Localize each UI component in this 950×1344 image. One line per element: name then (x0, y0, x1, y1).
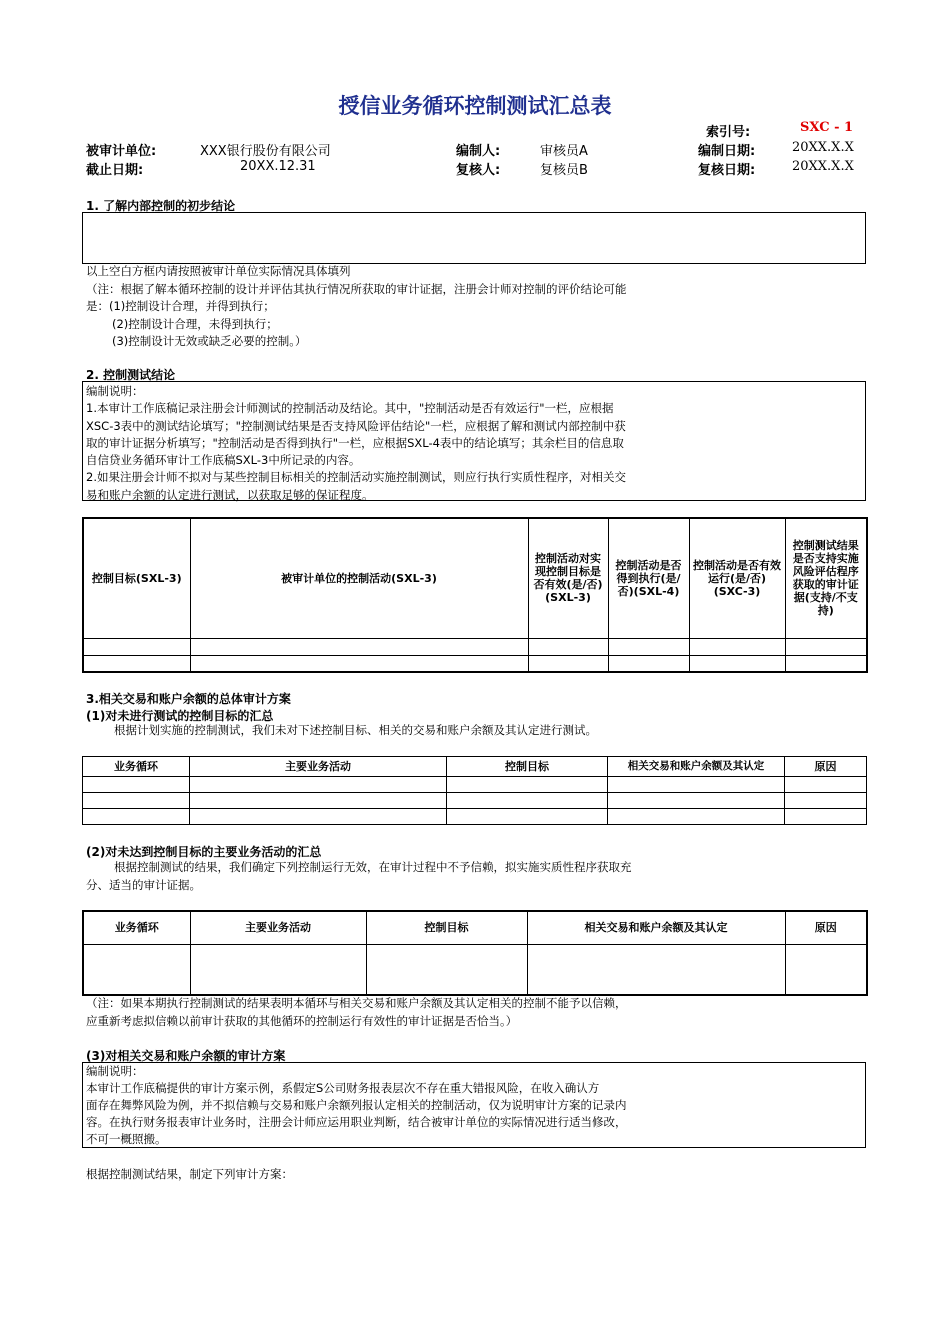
sub2-note: （注：如果本期执行控制测试的结果表明本循环与相关交易和账户余额及其认定相关的控制不能予以信赖， 应重新考虑拟信赖以前审计获取的其他循环的控制运行有效性的审计证据是否恰当。） (86, 996, 627, 1028)
col-supports-risk-assessment: 控制测试结果是否支持实施风险评估程序获取的审计证据(支持/不支持) (785, 518, 867, 638)
col-main-activity: 主要业务活动 (190, 911, 366, 944)
reviewer-label: 复核人: (456, 163, 501, 178)
untested-objectives-table (82, 756, 867, 825)
col-main-activity: 主要业务活动 (190, 757, 447, 777)
col-business-cycle: 业务循环 (83, 911, 190, 944)
reviewer-value: 复核员B (540, 163, 588, 178)
cutoff-value: 20XX.12.31 (240, 159, 316, 174)
col-control-objective: 控制目标(SXL-3) (83, 518, 190, 638)
col-operating-effectively: 控制活动是否有效运行(是/否)(SXC-3) (689, 518, 785, 638)
table-row[interactable] (83, 638, 867, 655)
prep-date-value: 20XX.X.X (792, 140, 854, 155)
control-test-table (82, 517, 868, 673)
col-reason: 原因 (785, 911, 867, 944)
sub3-notes-box: 编制说明： 本审计工作底稿提供的审计方案示例，系假定S公司财务报表层次不存在重大错报风险，在收入确认方 面存在舞弊风险为例，并不拟信赖与交易和账户余额列报认定相关的控制活动，仅为说明审计方案的记录内 容。在执行财务报表审计业务时，注册会计师应运用职业判断，结合被审计单位的实际情况进行适当修改， 不可一概照搬。 (82, 1062, 866, 1148)
section2-notes-box: 编制说明： 1.本审计工作底稿记录注册会计师测试的控制活动及结论。其中，"控制活动是否有效运行"一栏，应根据 XSC-3表中的测试结论填写；"控制测试结果是否支持风险评估结论"一栏，应根据了解和测试内部控制中获 取的审计证据分析填写；"控制活动是否得到执行"一栏，应根据SXL-4表中的结论填写；其余栏目的信息取 自信贷业务循环审计工作底稿SXL-3中所记录的内容。 2.如果注册会计师不拟对与某些控制目标相关的控制活动实施控制测试，则应行执行实质性程序，对相关交 易和账户余额的认定进行测试，以获取足够的保证程度。 (82, 381, 866, 501)
table-row[interactable] (83, 793, 867, 809)
sub1-heading: (1)对未进行测试的控制目标的汇总 (86, 709, 274, 723)
section1-conclusion-box[interactable] (82, 212, 866, 264)
sub3-heading: (3)对相关交易和账户余额的审计方案 (86, 1049, 286, 1063)
review-date-label: 复核日期: (698, 163, 756, 178)
section1-text: 以上空白方框内请按照被审计单位实际情况具体填列 （注：根据了解本循环控制的设计并评估其执行情况所获取的审计证据，注册会计师对控制的评价结论可能 是：(1)控制设计合理，并得到执行； (2)控制设计合理，未得到执行； (3)控制设计无效或缺乏必要的控制。） (86, 264, 627, 348)
col-reason: 原因 (785, 757, 867, 777)
prep-date-label: 编制日期: (698, 144, 756, 159)
cutoff-label: 截止日期: (86, 163, 144, 178)
sub2-heading: (2)对未达到控制目标的主要业务活动的汇总 (86, 845, 322, 859)
index-label: 索引号: (706, 125, 751, 140)
sub1-text: 根据计划实施的控制测试，我们未对下述控制目标、相关的交易和账户余额及其认定进行测试。 (114, 723, 597, 737)
index-value: SXC - 1 (800, 120, 854, 135)
review-date-value: 20XX.X.X (792, 159, 854, 174)
col-related-balances: 相关交易和账户余额及其认定 (608, 757, 785, 777)
col-related-balances: 相关交易和账户余额及其认定 (527, 911, 785, 944)
preparer-value: 审核员A (540, 144, 588, 159)
ineffective-activities-table (82, 910, 868, 996)
entity-value: XXX银行股份有限公司 (200, 144, 331, 159)
col-control-objective: 控制目标 (447, 757, 608, 777)
sub3-footer: 根据控制测试结果，制定下列审计方案： (86, 1167, 293, 1181)
col-business-cycle: 业务循环 (83, 757, 190, 777)
entity-label: 被审计单位: (86, 144, 157, 159)
table-row[interactable] (83, 777, 867, 793)
col-control-activity: 被审计单位的控制活动(SXL-3) (190, 518, 528, 638)
page-title: 授信业务循环控制测试汇总表 (338, 94, 612, 118)
table-row[interactable] (83, 809, 867, 825)
sub2-text: 根据控制测试的结果，我们确定下列控制运行无效，在审计过程中不予信赖，拟实施实质性程序获取充 分、适当的审计证据。 (86, 860, 632, 892)
col-effective-design: 控制活动对实现控制目标是否有效(是/否)(SXL-3) (528, 518, 608, 638)
preparer-label: 编制人: (456, 144, 501, 159)
section3-heading: 3.相关交易和账户余额的总体审计方案 (86, 692, 291, 706)
col-implemented: 控制活动是否得到执行(是/否)(SXL-4) (608, 518, 689, 638)
col-control-objective: 控制目标 (366, 911, 527, 944)
section2-heading: 2. 控制测试结论 (86, 368, 176, 382)
section1-heading: 1. 了解内部控制的初步结论 (86, 199, 236, 213)
table-row[interactable] (83, 944, 867, 995)
table-row[interactable] (83, 655, 867, 672)
